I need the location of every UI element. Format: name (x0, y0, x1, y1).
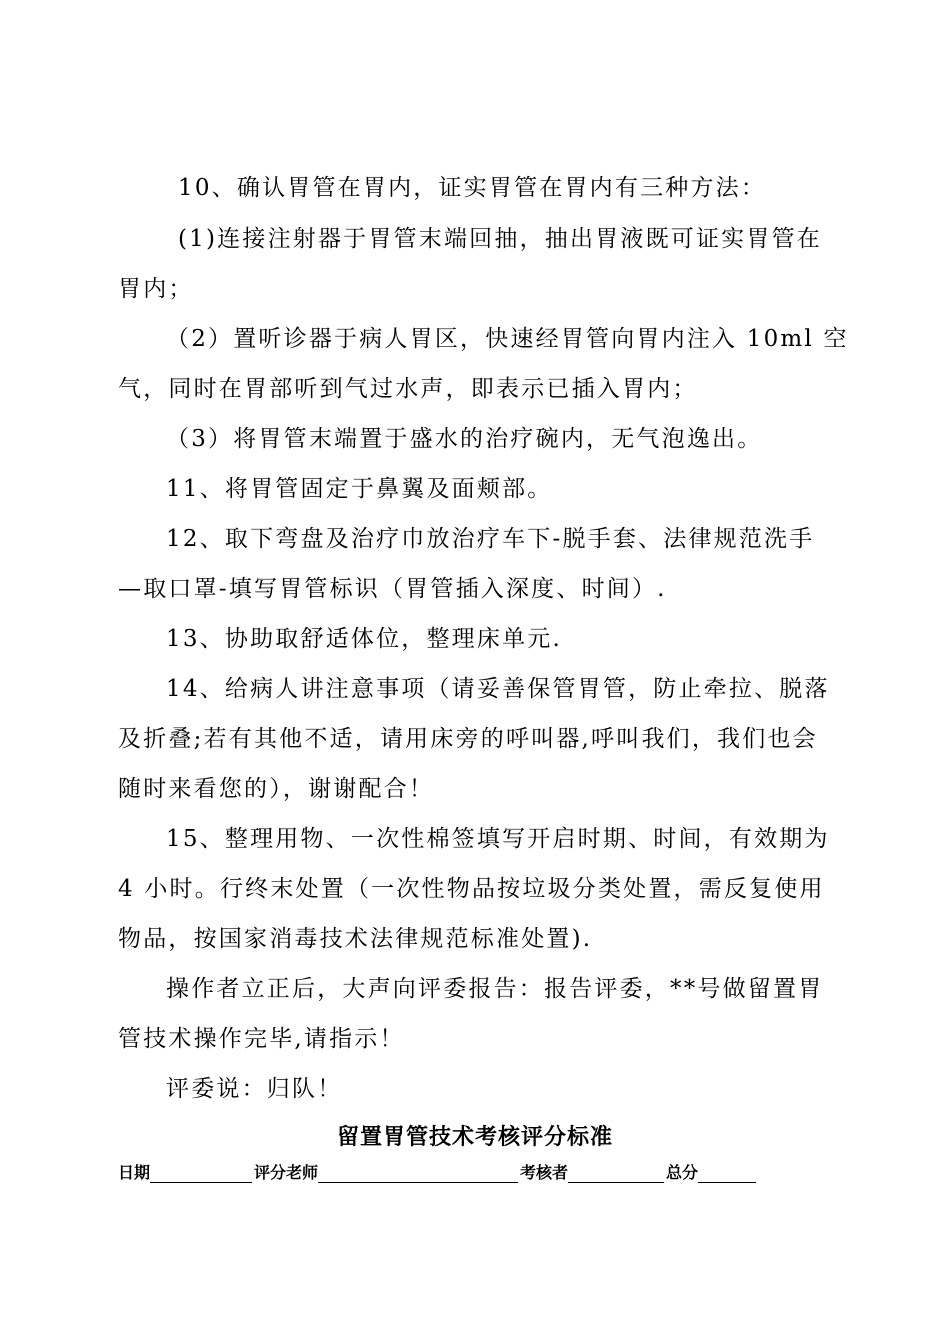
step-15-continued-2: 物品，按国家消毒技术法律规范标准处置). (118, 926, 593, 952)
examinee-label: 考核者 (520, 1163, 569, 1182)
step-12-text: 12、取下弯盘及治疗巾放治疗车下-脱手套、法律规范洗手 (166, 526, 815, 552)
step-14-text: 14、给病人讲注意事项（请妥善保管胃管，防止牵拉、脱落 (166, 676, 830, 702)
total-blank[interactable] (698, 1164, 756, 1183)
step-12-continued: —取口罩-填写胃管标识（胃管插入深度、时间）. (118, 576, 667, 602)
method-2-continued: 气，同时在胃部听到气过水声，即表示已插入胃内； (118, 376, 698, 402)
method-3-text: （3）将胃管末端置于盛水的治疗碗内，无气泡逸出。 (166, 426, 763, 452)
method-1-text: (1)连接注射器于胃管末端回抽，抽出胃液既可证实胃管在 (178, 226, 822, 252)
date-blank[interactable] (150, 1164, 252, 1183)
step-11-text: 11、将胃管固定于鼻翼及面颊部。 (166, 476, 553, 502)
judge-reply-text: 评委说：归队！ (166, 1076, 343, 1102)
step-10-text: 10、确认胃管在胃内，证实胃管在胃内有三种方法： (178, 175, 767, 201)
teacher-blank[interactable] (318, 1164, 518, 1183)
method-2-text: （2）置听诊器于病人胃区，快速经胃管向胃内注入 10ml 空 (166, 326, 849, 352)
examinee-blank[interactable] (568, 1164, 664, 1183)
teacher-label: 评分老师 (254, 1163, 319, 1182)
report-continued: 管技术操作完毕,请指示！ (118, 1026, 405, 1052)
report-text: 操作者立正后，大声向评委报告：报告评委，**号做留置胃 (166, 976, 824, 1002)
method-1-continued: 胃内； (118, 276, 194, 302)
step-13-text: 13、协助取舒适体位，整理床单元. (166, 626, 562, 652)
step-15-continued-1: 4 小时。行终末处置（一次性物品按垃圾分类处置，需反复使用 (118, 876, 825, 902)
step-15-text: 15、整理用物、一次性棉签填写开启时期、时间，有效期为 (166, 826, 830, 852)
score-form-header (118, 1160, 758, 1183)
date-label: 日期 (118, 1163, 151, 1182)
total-label: 总分 (666, 1163, 699, 1182)
step-14-continued-1: 及折叠;若有其他不适，请用床旁的呼叫器,呼叫我们，我们也会 (118, 726, 818, 752)
step-14-continued-2: 随时来看您的），谢谢配合！ (118, 776, 435, 802)
section-title: 留置胃管技术考核评分标准 (336, 1125, 613, 1150)
